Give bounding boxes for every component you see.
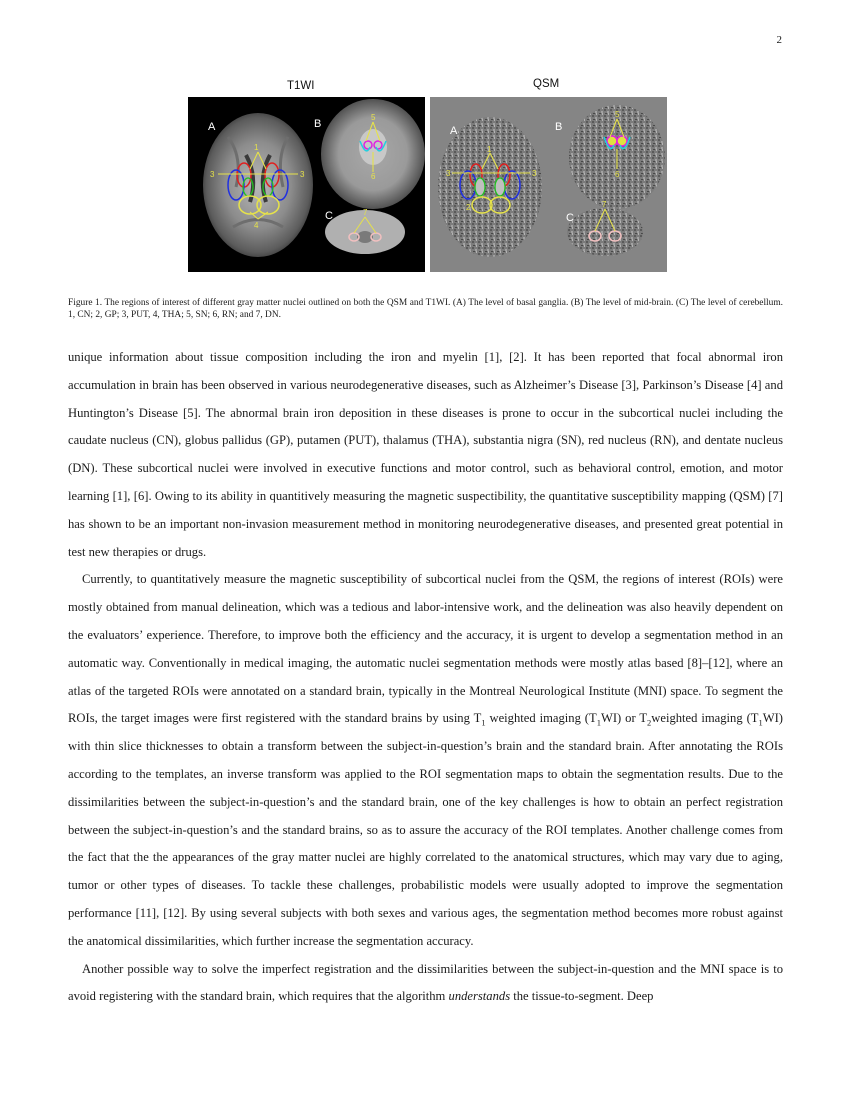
emphasis-understands: understands <box>448 989 511 1004</box>
t1wi-slice-a <box>203 113 313 257</box>
qsm-panel <box>430 97 667 272</box>
figure-caption: Figure 1. The regions of interest of different gray matter nuclei outlined on both the QSM and T1WI. (A) The level of basal ganglia. (B) The level of mid-brain. (C) The level of cerebellum. 1, CN; 2, GP; 3, PUT, 4, THA; 5, SN; 6, RN; and 7, DN. <box>68 298 783 320</box>
qsm-slice-b <box>569 105 665 209</box>
qsm-letter-a: A <box>450 125 458 137</box>
t1wi-roi-num-1: 1 <box>254 143 259 152</box>
qsm-title: QSM <box>533 78 560 90</box>
t1wi-letter-a: A <box>208 121 216 133</box>
t1wi-roi-num-5: 5 <box>371 113 376 122</box>
t1wi-panel <box>188 97 425 272</box>
body-text <box>68 344 783 1011</box>
qsm-roi-num-5: 5 <box>615 110 620 119</box>
t1wi-letter-c: C <box>325 210 333 222</box>
paragraph-3: Another possible way to solve the imperfect registration and the dissimilarities between the subject-in-question and the MNI space is to avoid registering with the standard brain, which requires that the algorithm understands the tissue-to-segment. Deep <box>68 961 783 1004</box>
qsm-roi-num-1: 1 <box>487 145 492 154</box>
qsm-slice-a <box>438 117 542 257</box>
t1wi-roi-num-4: 4 <box>254 221 259 230</box>
t1wi-roi-num-3b: 3 <box>300 170 305 179</box>
t1wi-roi-num-7: 7 <box>363 208 368 217</box>
qsm-roi-num-2: 2 <box>466 203 471 212</box>
qsm-roi-num-7: 7 <box>602 200 607 209</box>
paragraph-1: unique information about tissue composition including the iron and myelin [1], [2]. It has been reported that focal abnormal iron accumulation in brain has been observed in various neurodegenerative diseases, such as Alzheimer’s Disease [3], Parkinson’s Disease [4] and Huntington’s Disease [5]. The abnormal brain iron deposition in these diseases is prone to occur in the subcortical nuclei including the caudate nucleus (CN), globus pallidus (GP), putamen (PUT), thalamus (THA), substantia nigra (SN), red nucleus (RN), and dentate nucleus (DN). These subcortical nuclei were involved in executive functions and motor control, such as behavioral control, emotion, and motor learning [1], [6]. Owing to its ability in quantitively measuring the magnetic suspectibility, the quantitative susceptibility mapping (QSM) [7] has shown to be an important non-invasion measurement method in monitoring neurodegenerative diseases, and presented great potential in test new therapies or drugs. <box>68 350 783 559</box>
qsm-letter-c: C <box>566 212 574 224</box>
t1wi-letter-b: B <box>314 118 322 130</box>
t1wi-roi-num-6: 6 <box>371 172 376 181</box>
qsm-roi-num-3: 3 <box>446 169 451 178</box>
qsm-letter-b: B <box>555 121 563 133</box>
t1wi-title: T1WI <box>287 80 315 92</box>
paragraph-2: Currently, to quantitatively measure the magnetic susceptibility of subcortical nuclei from the QSM, the regions of interest (ROIs) were mostly obtained from manual delineation, which was a tedious and labor-intensive work, and the delineation was also heavily dependent on the evaluators’ experience. Therefore, to improve both the efficiency and the accuracy, it is urgent to develop a segmentation method in an automatic way. Conventionally in medical imaging, the automatic nuclei segmentation methods were mostly atlas based [8]–[12], where an atlas of the targeted ROIs were annotated on a standard brain, typically in the Montreal Neurological Institute (MNI) space. To segment the ROIs, the target images were first registered with the standard brains by using $T_1$ weighted imaging $(T_1WI)$ or $T_2weighted$ imaging $(T_1WI)$ with thin slice thicknesses to obtain a transform between the subject-in-question’s brain and the standard brain. After annotating the ROIs according to the templates, an inverse transform was applied to the ROI segmentation maps to obtain the segmentation results. Due to the dissimilarities between the subject-in-question’s and the standard brain, one of the key challenges is how to obtain an perfect registration between the subject-in-question’s and the standard brains, so as to assure the accuracy of the ROI templates. Another challenge comes from the fact that the the appearances of the gray matter nuclei are highly correlated to the anatomical structures, which may vary due to aging, tumor or other types of diseases. To tackle these challenges, probabilistic models were usually adopted to improve the segmentation performance [11], [12]. By using several subjects with both sexes and various ages, the segmentation method becomes more robust against the anatomical dissimilarities, which further increase the segmentation accuracy. <box>68 572 783 948</box>
page-number: 2 <box>776 34 782 46</box>
qsm-roi-num-6: 6 <box>615 170 620 179</box>
qsm-slice-c <box>567 208 643 256</box>
qsm-roi-num-3b: 3 <box>532 169 537 178</box>
t1wi-roi-num-3: 3 <box>210 170 215 179</box>
